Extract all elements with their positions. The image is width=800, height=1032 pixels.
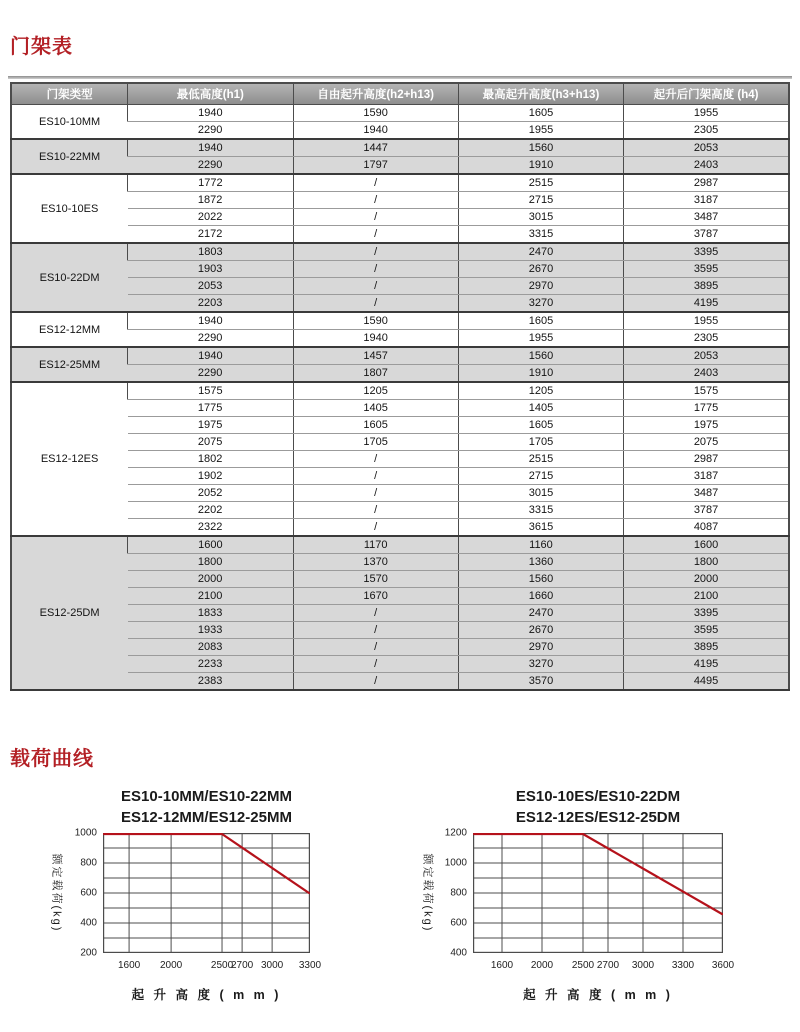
value-cell: 1933 (128, 622, 293, 639)
model-cell: ES10-10MM (11, 105, 128, 140)
value-cell: 2075 (624, 434, 789, 451)
value-cell: 1800 (624, 554, 789, 571)
table-row (11, 622, 789, 639)
value-cell: 1940 (128, 105, 293, 122)
value-cell: 1975 (624, 417, 789, 434)
column-header: 最低高度(h1) (128, 83, 293, 105)
value-cell: / (293, 519, 458, 537)
value-cell: 1360 (458, 554, 623, 571)
section-divider (8, 76, 792, 79)
value-cell: 2052 (128, 485, 293, 502)
value-cell: 1955 (458, 122, 623, 140)
y-tick-label: 400 (80, 917, 97, 929)
value-cell: 1772 (128, 174, 293, 192)
value-cell: 1910 (458, 365, 623, 383)
chart-title-line: ES12-12ES/ES12-25DM (515, 809, 681, 826)
column-header: 最高起升高度(h3+h13) (458, 83, 623, 105)
value-cell: 2383 (128, 673, 293, 691)
value-cell: 1705 (458, 434, 623, 451)
table-row (11, 571, 789, 588)
x-tick-label: 3000 (260, 960, 284, 971)
table-row (11, 536, 789, 554)
value-cell: 1903 (128, 261, 293, 278)
value-cell: 2203 (128, 295, 293, 313)
value-cell: 2403 (624, 157, 789, 175)
value-cell: 1447 (293, 139, 458, 157)
y-tick-label: 1200 (444, 827, 467, 839)
header-row (11, 83, 789, 105)
table-row (11, 192, 789, 209)
y-axis-label-text: 额定载荷(kg) (421, 853, 434, 933)
value-cell: 1560 (458, 347, 623, 365)
model-cell: ES10-10ES (11, 174, 128, 243)
value-cell: 1800 (128, 554, 293, 571)
value-cell: 2290 (128, 330, 293, 348)
table-row (11, 502, 789, 519)
value-cell: 2000 (128, 571, 293, 588)
x-tick-label: 3300 (671, 960, 695, 971)
table-row (11, 639, 789, 656)
value-cell: 1910 (458, 157, 623, 175)
value-cell: 4195 (624, 656, 789, 673)
x-tick-label: 2500 (571, 960, 595, 971)
value-cell: / (293, 295, 458, 313)
value-cell: 1940 (128, 347, 293, 365)
y-tick-label: 600 (80, 887, 97, 899)
value-cell: / (293, 192, 458, 209)
chart-title (516, 786, 680, 828)
chart-title-line: ES10-10ES/ES10-22DM (515, 788, 681, 805)
table-row (11, 330, 789, 348)
table-row (11, 588, 789, 605)
x-tick-label: 3300 (298, 960, 322, 971)
table-row (11, 382, 789, 400)
column-header: 自由起升高度(h2+h13) (293, 83, 458, 105)
table-row (11, 226, 789, 244)
value-cell: 4195 (624, 295, 789, 313)
value-cell: 2172 (128, 226, 293, 244)
value-cell: / (293, 622, 458, 639)
mast-table-title: 门架表 (10, 36, 73, 58)
value-cell: 1797 (293, 157, 458, 175)
value-cell: 3895 (624, 639, 789, 656)
value-cell: 1660 (458, 588, 623, 605)
value-cell: 1405 (458, 400, 623, 417)
x-tick-label: 2500 (210, 960, 234, 971)
x-tick-label: 3000 (631, 960, 655, 971)
value-cell: 3395 (624, 605, 789, 622)
value-cell: 1590 (293, 105, 458, 122)
table-row (11, 656, 789, 673)
value-cell: 3570 (458, 673, 623, 691)
value-cell: 4495 (624, 673, 789, 691)
y-tick-label: 600 (450, 917, 467, 929)
value-cell: 1940 (128, 312, 293, 330)
value-cell: 2233 (128, 656, 293, 673)
x-tick-label: 2000 (159, 960, 183, 971)
value-cell: 1570 (293, 571, 458, 588)
value-cell: 1802 (128, 451, 293, 468)
chart-plot-area (103, 833, 310, 953)
value-cell: 1940 (293, 122, 458, 140)
table-row (11, 209, 789, 226)
table-row (11, 122, 789, 140)
value-cell: 3015 (458, 209, 623, 226)
value-cell: 3615 (458, 519, 623, 537)
value-cell: / (293, 243, 458, 261)
chart-plot-area (473, 833, 723, 953)
value-cell: 1940 (293, 330, 458, 348)
value-cell: 2100 (624, 588, 789, 605)
y-tick-label: 800 (450, 887, 467, 899)
value-cell: / (293, 605, 458, 622)
value-cell: 2515 (458, 451, 623, 468)
value-cell: 3315 (458, 226, 623, 244)
value-cell: / (293, 174, 458, 192)
value-cell: 1560 (458, 571, 623, 588)
value-cell: 2670 (458, 622, 623, 639)
value-cell: 1670 (293, 588, 458, 605)
load-curve-line (474, 834, 722, 914)
value-cell: 2290 (128, 365, 293, 383)
value-cell: 2715 (458, 468, 623, 485)
value-cell: 1955 (624, 105, 789, 122)
value-cell: 2670 (458, 261, 623, 278)
value-cell: / (293, 485, 458, 502)
table-row (11, 261, 789, 278)
value-cell: 2987 (624, 451, 789, 468)
y-tick-label: 1000 (444, 857, 467, 869)
table-row (11, 365, 789, 383)
value-cell: 1705 (293, 434, 458, 451)
value-cell: 1872 (128, 192, 293, 209)
table-row (11, 312, 789, 330)
value-cell: 3787 (624, 226, 789, 244)
value-cell: 3015 (458, 485, 623, 502)
value-cell: 1575 (128, 382, 293, 400)
value-cell: 3595 (624, 261, 789, 278)
value-cell: / (293, 468, 458, 485)
x-axis-label: 起 升 高 度 ( m m ) (523, 988, 673, 1002)
value-cell: 2053 (624, 139, 789, 157)
value-cell: 1405 (293, 400, 458, 417)
value-cell: 2970 (458, 639, 623, 656)
value-cell: 1600 (624, 536, 789, 554)
value-cell: 3487 (624, 209, 789, 226)
load-curves-title: 载荷曲线 (10, 748, 94, 770)
value-cell: 3270 (458, 295, 623, 313)
value-cell: 2987 (624, 174, 789, 192)
value-cell: 1560 (458, 139, 623, 157)
value-cell: 1955 (458, 330, 623, 348)
value-cell: 3270 (458, 656, 623, 673)
value-cell: 1605 (458, 105, 623, 122)
value-cell: 1370 (293, 554, 458, 571)
table-row (11, 485, 789, 502)
table-row (11, 468, 789, 485)
value-cell: 1833 (128, 605, 293, 622)
value-cell: 2515 (458, 174, 623, 192)
value-cell: 2305 (624, 122, 789, 140)
value-cell: 2970 (458, 278, 623, 295)
model-cell: ES12-12ES (11, 382, 128, 536)
value-cell: / (293, 226, 458, 244)
table-row (11, 347, 789, 365)
value-cell: 1775 (128, 400, 293, 417)
mast-spec-table (10, 82, 790, 691)
value-cell: 3895 (624, 278, 789, 295)
value-cell: / (293, 261, 458, 278)
value-cell: / (293, 673, 458, 691)
value-cell: 1902 (128, 468, 293, 485)
value-cell: 3187 (624, 192, 789, 209)
value-cell: 1170 (293, 536, 458, 554)
table-row (11, 673, 789, 691)
y-tick-label: 200 (80, 947, 97, 959)
value-cell: 3395 (624, 243, 789, 261)
value-cell: 2403 (624, 365, 789, 383)
value-cell: 1605 (293, 417, 458, 434)
value-cell: 2075 (128, 434, 293, 451)
table-row (11, 605, 789, 622)
chart-title-line: ES10-10MM/ES10-22MM (121, 788, 292, 805)
value-cell: 1605 (458, 312, 623, 330)
value-cell: 1803 (128, 243, 293, 261)
chart-title (121, 786, 292, 828)
value-cell: 3187 (624, 468, 789, 485)
load-curve-chart-es-dm-models (415, 780, 795, 1025)
value-cell: 2000 (624, 571, 789, 588)
value-cell: / (293, 209, 458, 226)
table-row (11, 434, 789, 451)
value-cell: 4087 (624, 519, 789, 537)
model-cell: ES12-25DM (11, 536, 128, 690)
load-curve-chart-mm-models (40, 780, 385, 1025)
value-cell: 2022 (128, 209, 293, 226)
value-cell: 1600 (128, 536, 293, 554)
y-axis-label-text: 额定载荷(kg) (50, 853, 63, 933)
value-cell: 1575 (624, 382, 789, 400)
value-cell: / (293, 278, 458, 295)
value-cell: 1975 (128, 417, 293, 434)
column-header: 门架类型 (11, 83, 128, 105)
x-axis-label: 起 升 高 度 ( m m ) (131, 988, 282, 1002)
value-cell: 2100 (128, 588, 293, 605)
table-row (11, 278, 789, 295)
y-tick-label: 800 (80, 857, 97, 869)
value-cell: 1590 (293, 312, 458, 330)
value-cell: 2083 (128, 639, 293, 656)
table-row (11, 417, 789, 434)
value-cell: 3315 (458, 502, 623, 519)
value-cell: / (293, 502, 458, 519)
value-cell: 2290 (128, 122, 293, 140)
mast-table-header (11, 83, 789, 105)
value-cell: 2470 (458, 605, 623, 622)
table-row (11, 157, 789, 175)
value-cell: 2053 (624, 347, 789, 365)
chart-title-line: ES12-12MM/ES12-25MM (121, 809, 292, 826)
x-tick-label: 2000 (530, 960, 554, 971)
y-tick-label: 1000 (74, 827, 97, 839)
value-cell: 2305 (624, 330, 789, 348)
table-row (11, 105, 789, 122)
model-cell: ES10-22MM (11, 139, 128, 174)
value-cell: 1605 (458, 417, 623, 434)
value-cell: 2290 (128, 157, 293, 175)
value-cell: 1940 (128, 139, 293, 157)
value-cell: 2202 (128, 502, 293, 519)
value-cell: 2715 (458, 192, 623, 209)
table-row (11, 295, 789, 313)
x-tick-label: 1600 (117, 960, 141, 971)
x-tick-label: 2700 (596, 960, 620, 971)
model-cell: ES12-25MM (11, 347, 128, 382)
value-cell: 3487 (624, 485, 789, 502)
value-cell: 2322 (128, 519, 293, 537)
table-row (11, 139, 789, 157)
value-cell: 2470 (458, 243, 623, 261)
y-tick-label: 400 (450, 947, 467, 959)
value-cell: 1205 (293, 382, 458, 400)
table-row (11, 451, 789, 468)
table-row (11, 400, 789, 417)
model-cell: ES12-12MM (11, 312, 128, 347)
model-cell: ES10-22DM (11, 243, 128, 312)
value-cell: 1807 (293, 365, 458, 383)
x-tick-label: 2700 (230, 960, 254, 971)
value-cell: 1160 (458, 536, 623, 554)
value-cell: 3595 (624, 622, 789, 639)
column-header: 起升后门架高度 (h4) (624, 83, 789, 105)
x-tick-label: 3600 (711, 960, 735, 971)
table-row (11, 174, 789, 192)
table-row (11, 519, 789, 537)
value-cell: 1775 (624, 400, 789, 417)
x-tick-label: 1600 (490, 960, 514, 971)
value-cell: 2053 (128, 278, 293, 295)
value-cell: / (293, 451, 458, 468)
value-cell: / (293, 656, 458, 673)
value-cell: 1457 (293, 347, 458, 365)
table-row (11, 554, 789, 571)
value-cell: 1955 (624, 312, 789, 330)
table-row (11, 243, 789, 261)
value-cell: 3787 (624, 502, 789, 519)
value-cell: / (293, 639, 458, 656)
value-cell: 1205 (458, 382, 623, 400)
